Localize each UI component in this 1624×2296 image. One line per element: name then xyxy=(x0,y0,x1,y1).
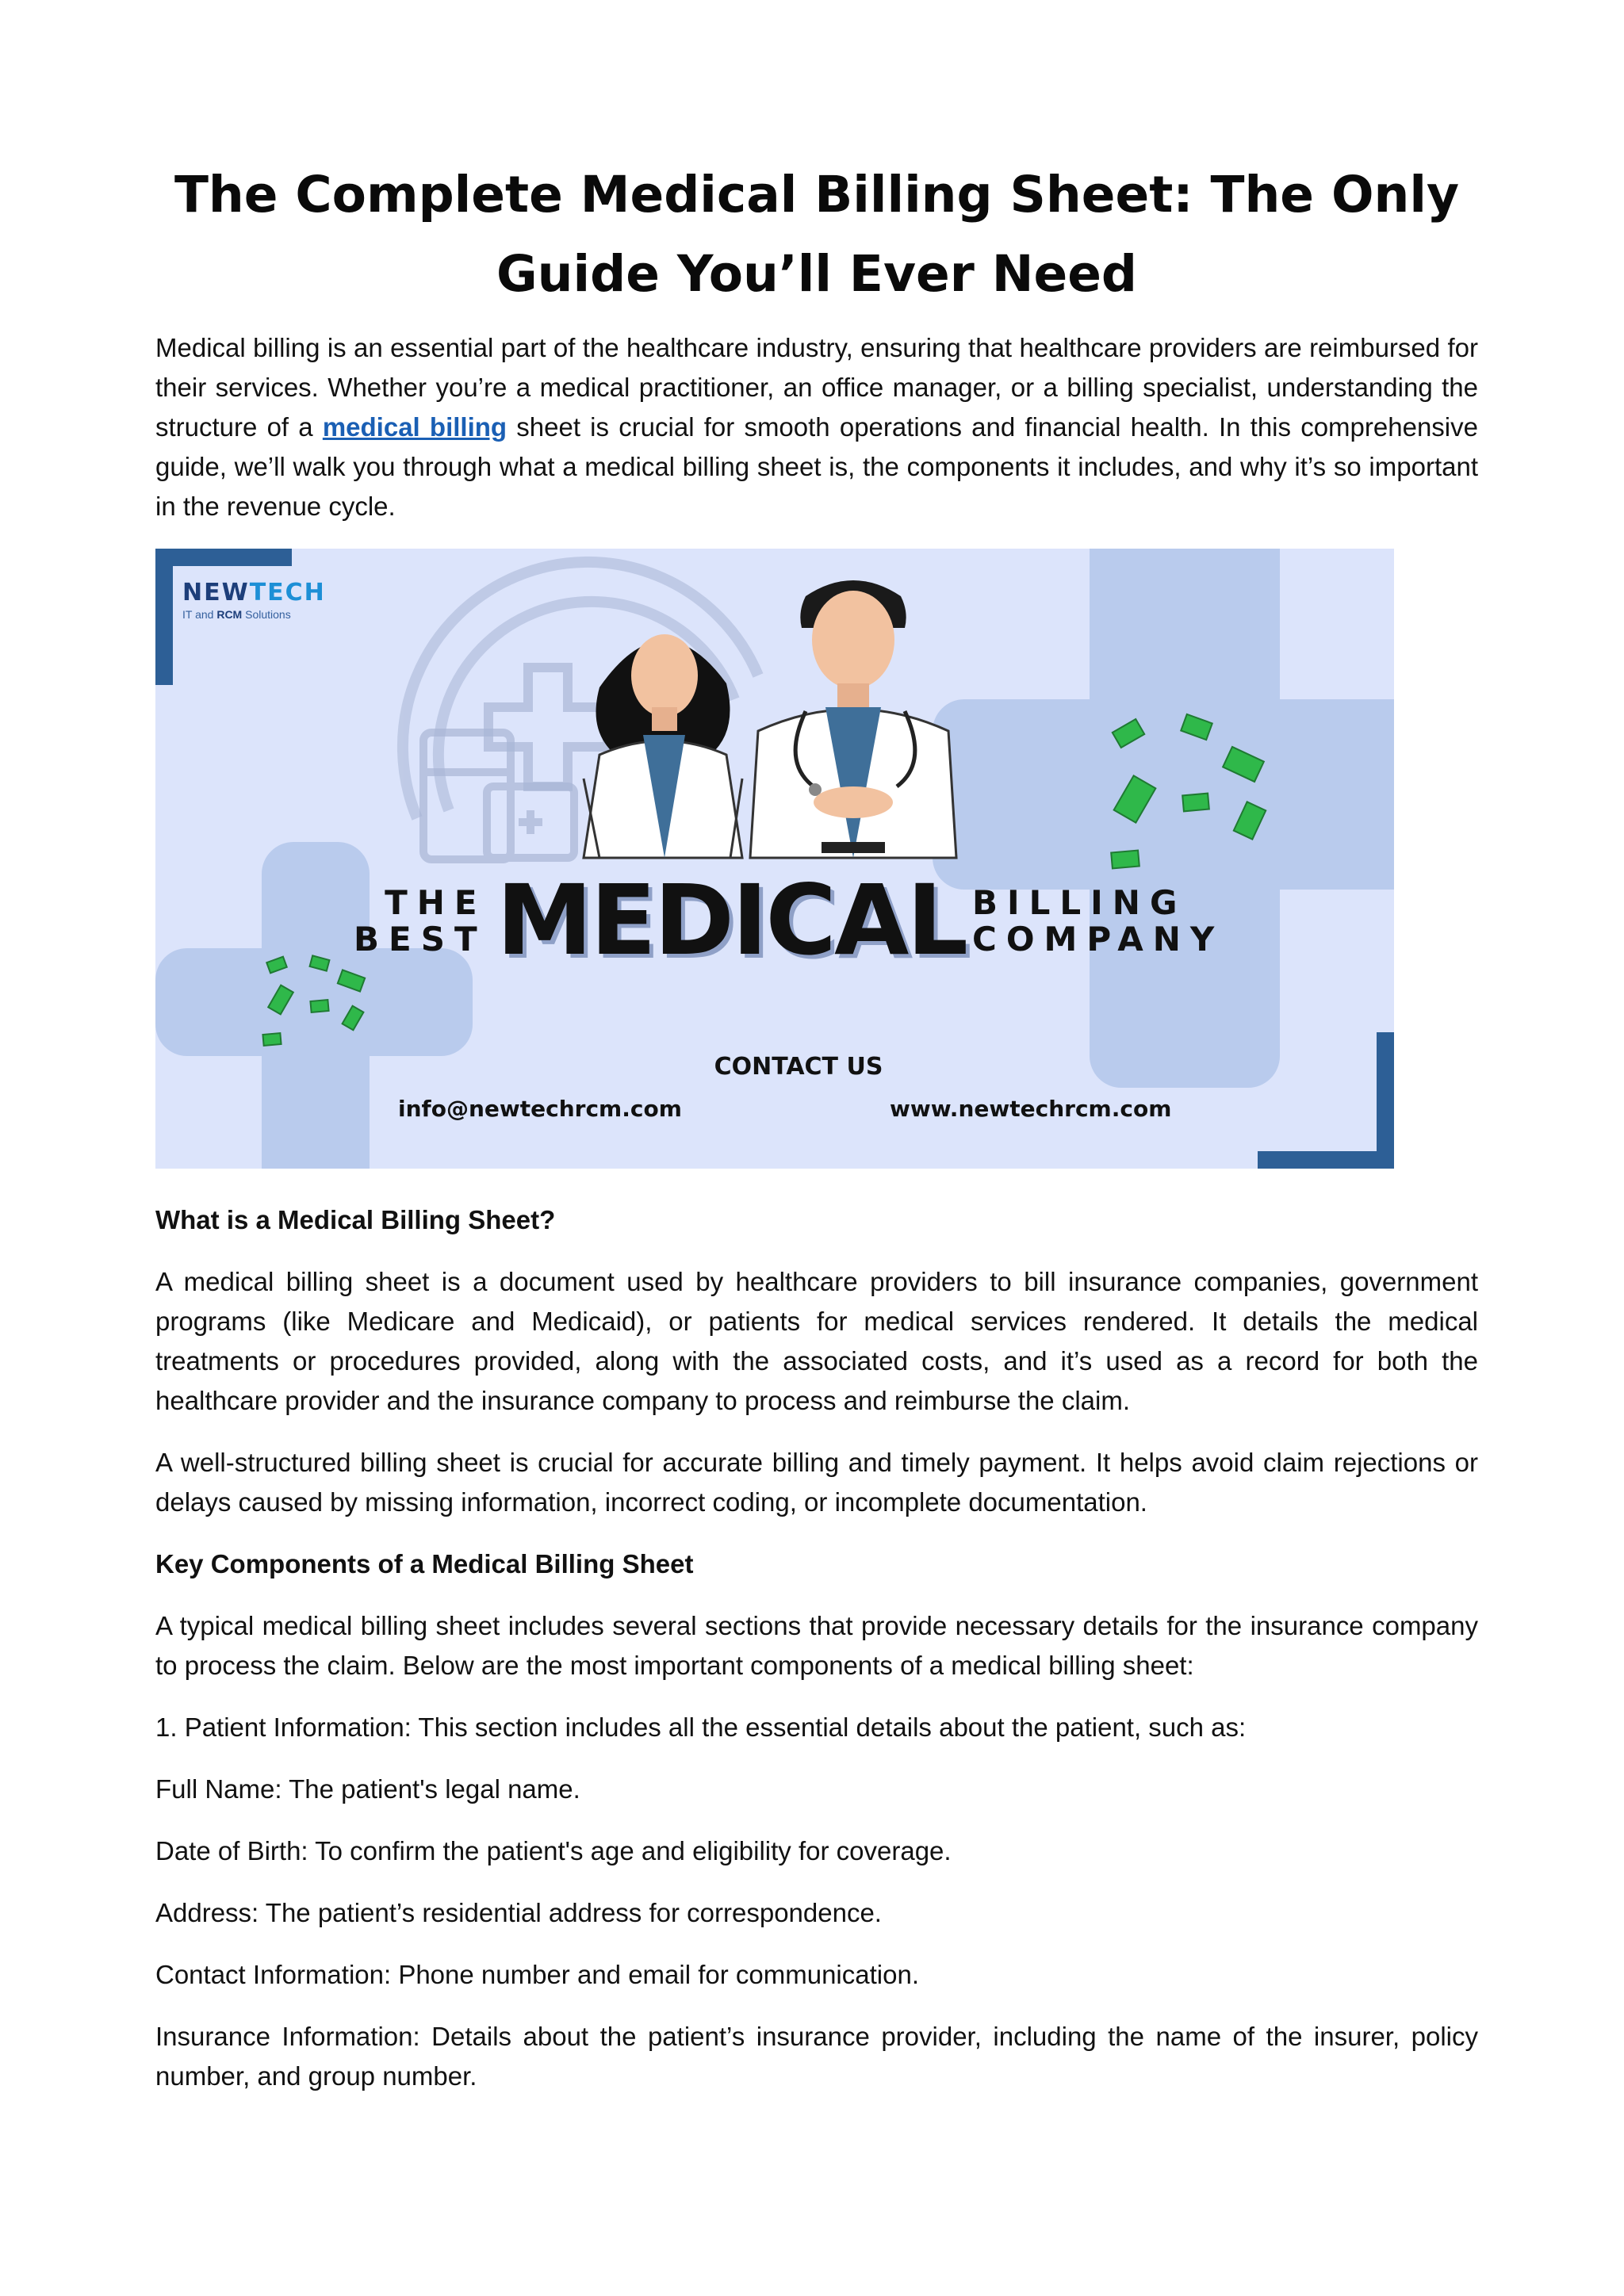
logo-tagline-part2: RCM xyxy=(216,608,243,621)
banner-company: COMPANY xyxy=(972,920,1224,959)
logo-tagline-part3: Solutions xyxy=(242,608,291,621)
item-insurance-information: Insurance Information: Details about the patient’s insurance provider, including the name of the insurer, policy number, and group number. xyxy=(155,2022,1478,2091)
logo-tagline xyxy=(182,608,326,621)
banner-contact-email: info@newtechrcm.com xyxy=(398,1096,682,1122)
banner-the-best xyxy=(354,885,487,958)
logo-tagline-part1: IT and xyxy=(182,608,217,621)
money-bills-right xyxy=(1111,714,1266,869)
logo-wordmark-part2: TECH xyxy=(249,579,326,607)
item-address: Address: The patient’s residential address for correspondence. xyxy=(155,1898,882,1927)
banner-billing: BILLING xyxy=(972,883,1187,922)
intro-text-before: Medical billing is an essential part of the healthcare industry, ensuring that healthcare providers are reimbursed for their services. Whether you’re a medical practitioner, an office manager, or a billing specialist, understanding the structure of a xyxy=(155,333,1478,442)
item-date-of-birth: Date of Birth: To confirm the patient's age and eligibility for coverage. xyxy=(155,1836,952,1866)
page-title: The Complete Medical Billing Sheet: The Only Guide You’ll Ever Need xyxy=(174,166,1460,303)
banner-medical-headline: MEDICAL xyxy=(496,864,967,977)
money-bills-left xyxy=(262,955,365,1046)
newtech-logo xyxy=(182,579,326,621)
paragraph-well-structured: A well-structured billing sheet is crucial for accurate billing and timely payment. It helps avoid claim rejections or delays caused by missing information, incorrect coding, or incomplete documentation. xyxy=(155,1448,1478,1517)
section-heading-key-components: Key Components of a Medical Billing Sheet xyxy=(155,1549,694,1578)
item-full-name: Full Name: The patient's legal name. xyxy=(155,1774,580,1804)
paragraph-typical-sheet: A typical medical billing sheet includes several sections that provide necessary details for the insurance company to process the claim. Below are the most important components of a medical billing sheet: xyxy=(155,1611,1478,1680)
item-patient-information: 1. Patient Information: This section includes all the essential details about the patient, such as: xyxy=(155,1712,1247,1742)
banner-the: THE xyxy=(385,883,487,922)
section-heading-what-is: What is a Medical Billing Sheet? xyxy=(155,1205,556,1234)
banner-billing-company xyxy=(972,885,1224,958)
paragraph-definition: A medical billing sheet is a document used by healthcare providers to bill insurance companies, government programs (like Medicare and Medicaid), or patients for medical services rendered. It details the medical treatments or procedures provided, along with the associated costs, and it’s used as a record for both the healthcare provider and the insurance company to process and reimburse the claim. xyxy=(155,1267,1478,1415)
male-doctor-illustration xyxy=(750,580,956,858)
intro-paragraph xyxy=(155,328,1478,526)
intro-text-after: sheet is crucial for smooth operations and financial health. In this comprehensive guide, we’ll walk you through what a medical billing sheet is, the components it includes, and why it’s so important in the revenue cycle. xyxy=(155,412,1478,521)
document-content xyxy=(155,155,1478,2118)
banner-best: BEST xyxy=(354,920,487,959)
promo-banner-image xyxy=(155,549,1394,1169)
logo-wordmark-part1: NEW xyxy=(182,579,250,607)
medical-billing-link[interactable]: medical billing xyxy=(322,412,508,442)
banner-contact-label: CONTACT US xyxy=(714,1053,883,1081)
item-contact-information: Contact Information: Phone number and email for communication. xyxy=(155,1960,919,1989)
banner-contact-website: www.newtechrcm.com xyxy=(890,1096,1172,1122)
logo-wordmark xyxy=(182,579,326,607)
